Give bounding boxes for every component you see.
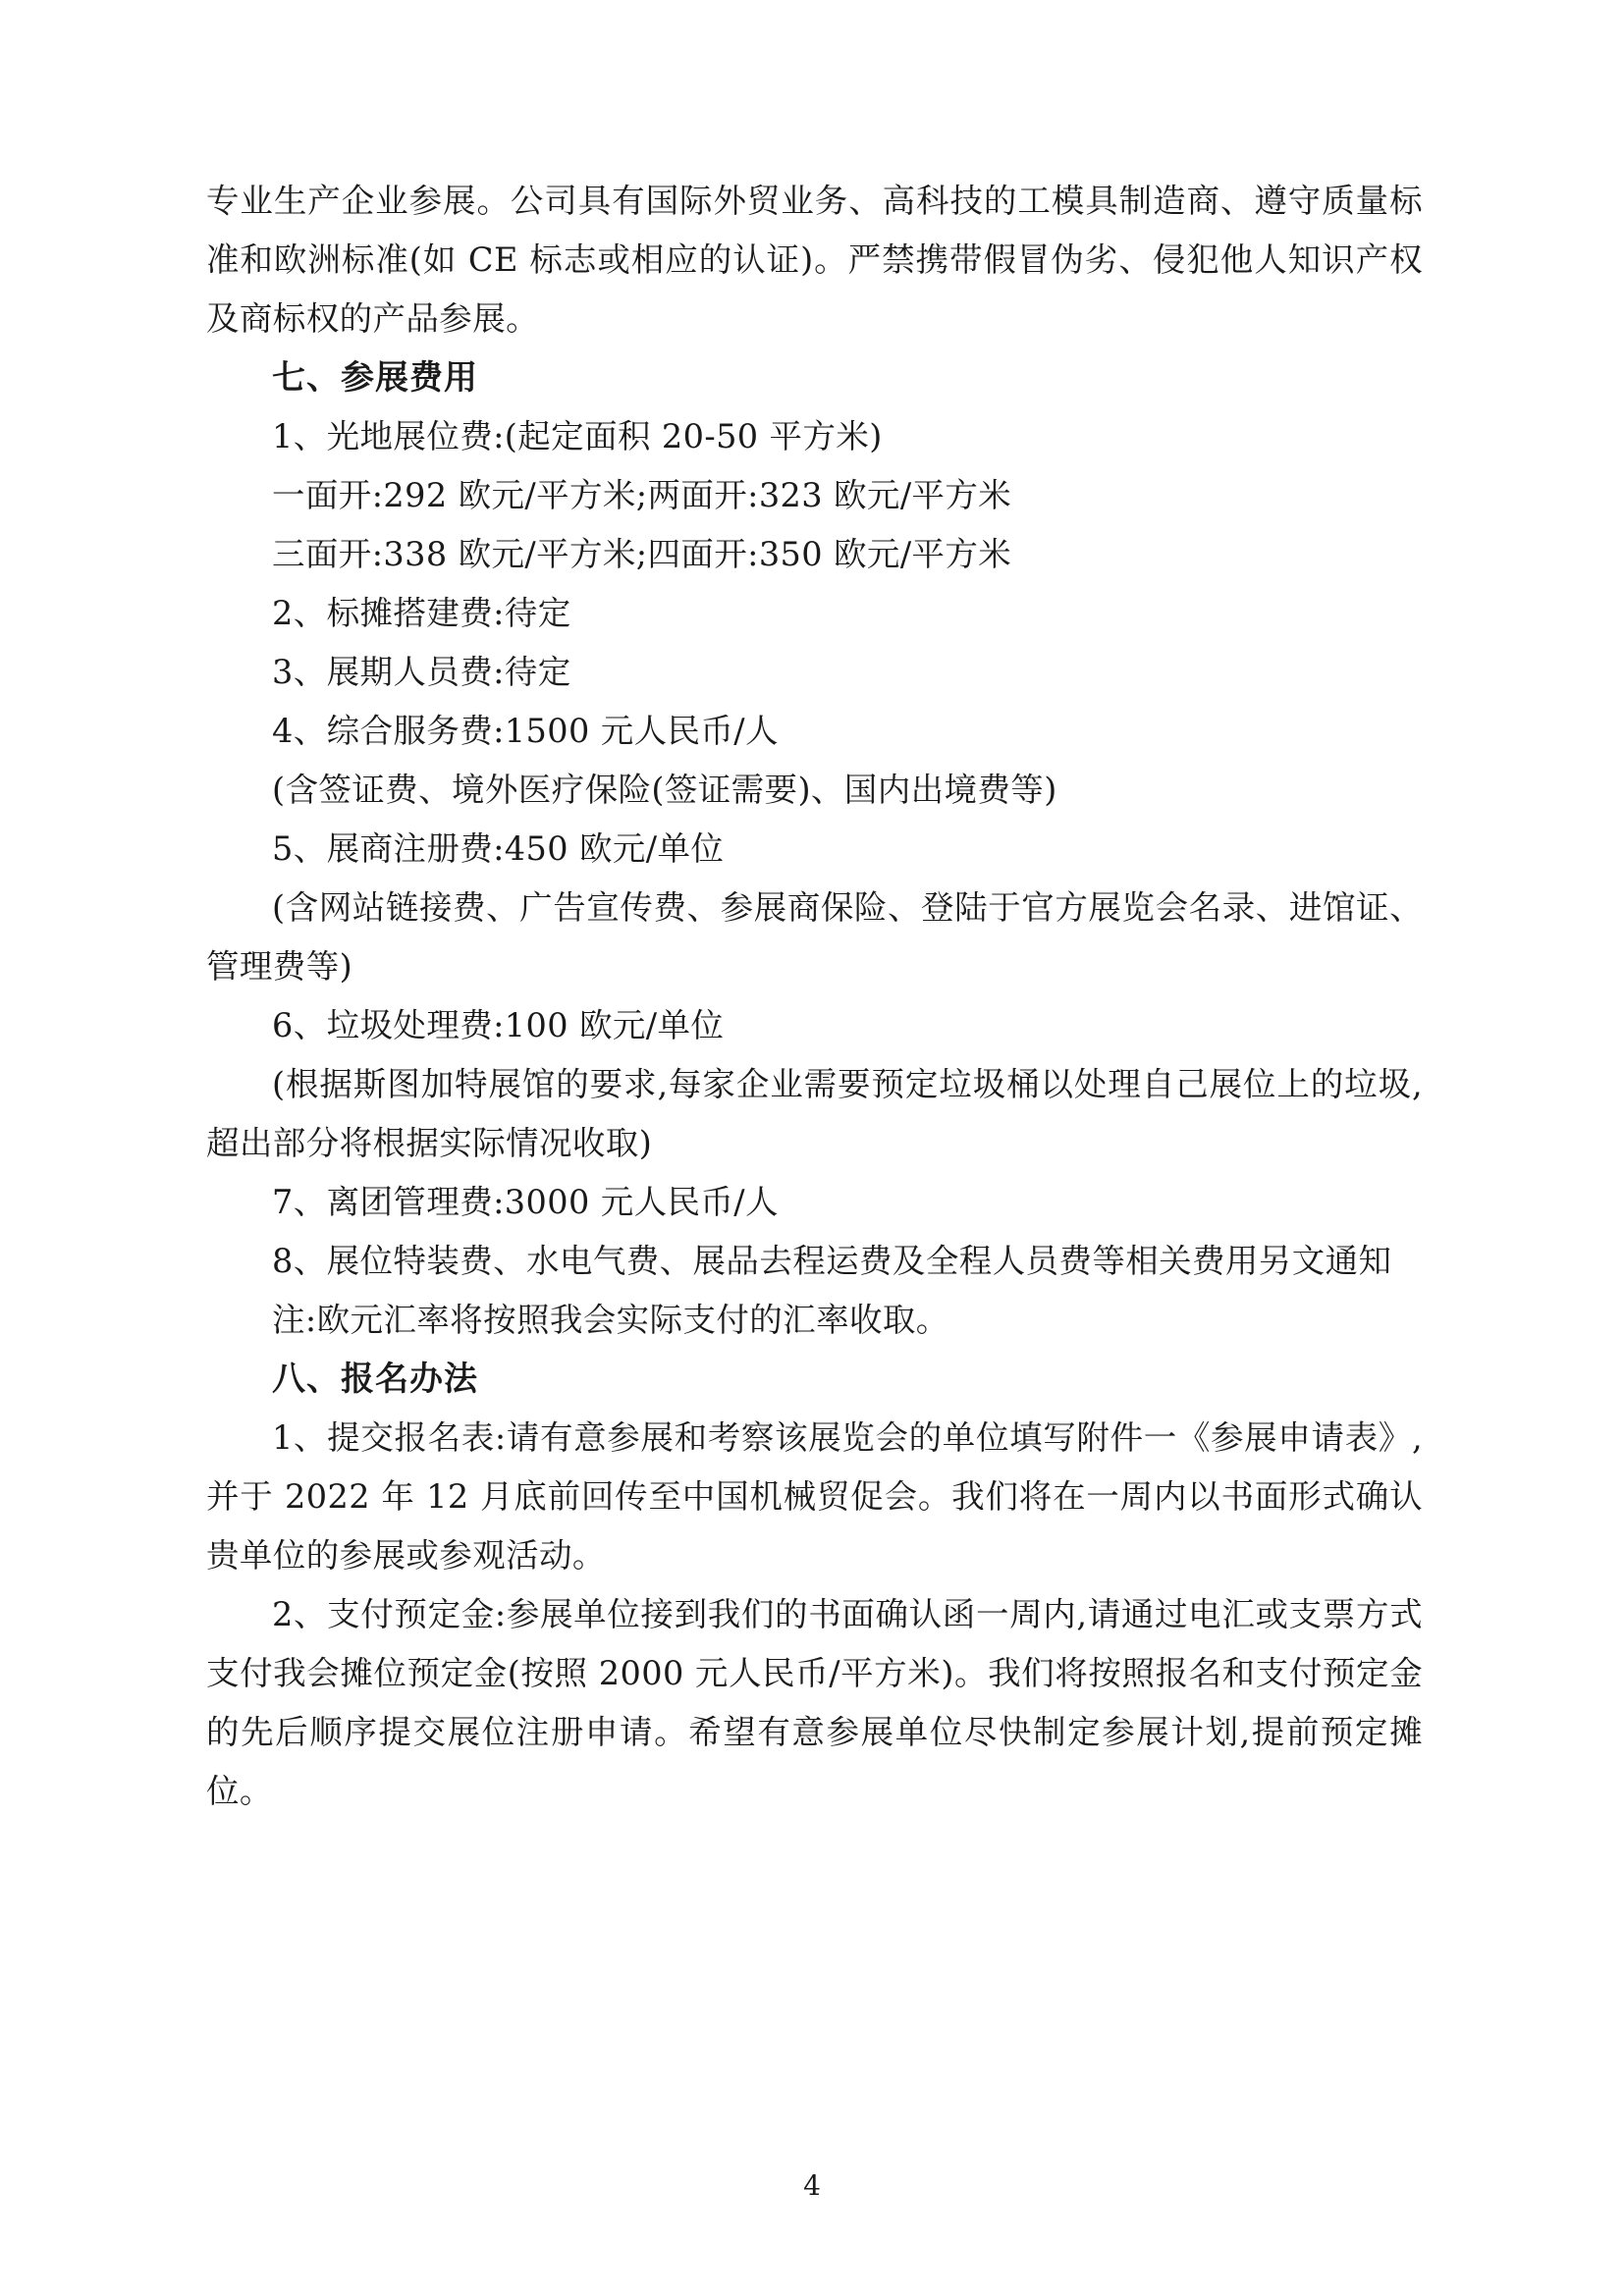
paragraph-fee-2: 2、标摊搭建费:待定: [272, 594, 571, 632]
paragraph-fee-3: 3、展期人员费:待定: [272, 653, 571, 691]
paragraph-fee-1-line-2: 三面开:338 欧元/平方米;四面开:350 欧元/平方米: [272, 535, 1012, 573]
paragraph-fee-1: 1、光地展位费:(起定面积 20-50 平方米): [272, 417, 883, 455]
paragraph-fee-4-note: (含签证费、境外医疗保险(签证需要)、国内出境费等): [272, 771, 1057, 809]
paragraph-method-2: 2、支付预定金:参展单位接到我们的书面确认函一周内,请通过电汇或支票方式支付我会摊位预定金(按照 2000 元人民币/平方米)。我们将按照报名和支付预定金的先后顺序提交展位注册申请。希望有意参展单位尽快制定参展计划,提前预定摊位。: [206, 1595, 1423, 1810]
paragraph-intro-continued: 专业生产企业参展。公司具有国际外贸业务、高科技的工模具制造商、遵守质量标准和欧洲标准(如 CE 标志或相应的认证)。严禁携带假冒伪劣、侵犯他人知识产权及商标权的产品参展。: [206, 182, 1423, 338]
document-body: [206, 172, 1423, 1821]
paragraph-fee-6-note: (根据斯图加特展馆的要求,每家企业需要预定垃圾桶以处理自己展位上的垃圾,超出部分将根据实际情况收取): [206, 1065, 1423, 1162]
paragraph-fee-4: 4、综合服务费:1500 元人民币/人: [272, 712, 779, 750]
paragraph-fee-note: 注:欧元汇率将按照我会实际支付的汇率收取。: [272, 1301, 949, 1339]
heading-section-eight: 八、报名办法: [272, 1360, 478, 1399]
heading-section-seven: 七、参展费用: [272, 358, 478, 398]
paragraph-method-1: 1、提交报名表:请有意参展和考察该展览会的单位填写附件一《参展申请表》,并于 2022 年 12 月底前回传至中国机械贸促会。我们将在一周内以书面形式确认贵单位的参展或参观活动。: [206, 1418, 1423, 1575]
paragraph-fee-6: 6、垃圾处理费:100 欧元/单位: [272, 1006, 725, 1044]
paragraph-fee-1-line-1: 一面开:292 欧元/平方米;两面开:323 欧元/平方米: [272, 476, 1012, 514]
paragraph-fee-7: 7、离团管理费:3000 元人民币/人: [272, 1183, 779, 1221]
paragraph-fee-5-note: (含网站链接费、广告宣传费、参展商保险、登陆于官方展览会名录、进馆证、管理费等): [206, 888, 1423, 986]
page-number: 4: [803, 2169, 821, 2202]
paragraph-fee-8: 8、展位特装费、水电气费、展品去程运费及全程人员费等相关费用另文通知: [272, 1242, 1392, 1280]
paragraph-fee-5: 5、展商注册费:450 欧元/单位: [272, 829, 725, 868]
